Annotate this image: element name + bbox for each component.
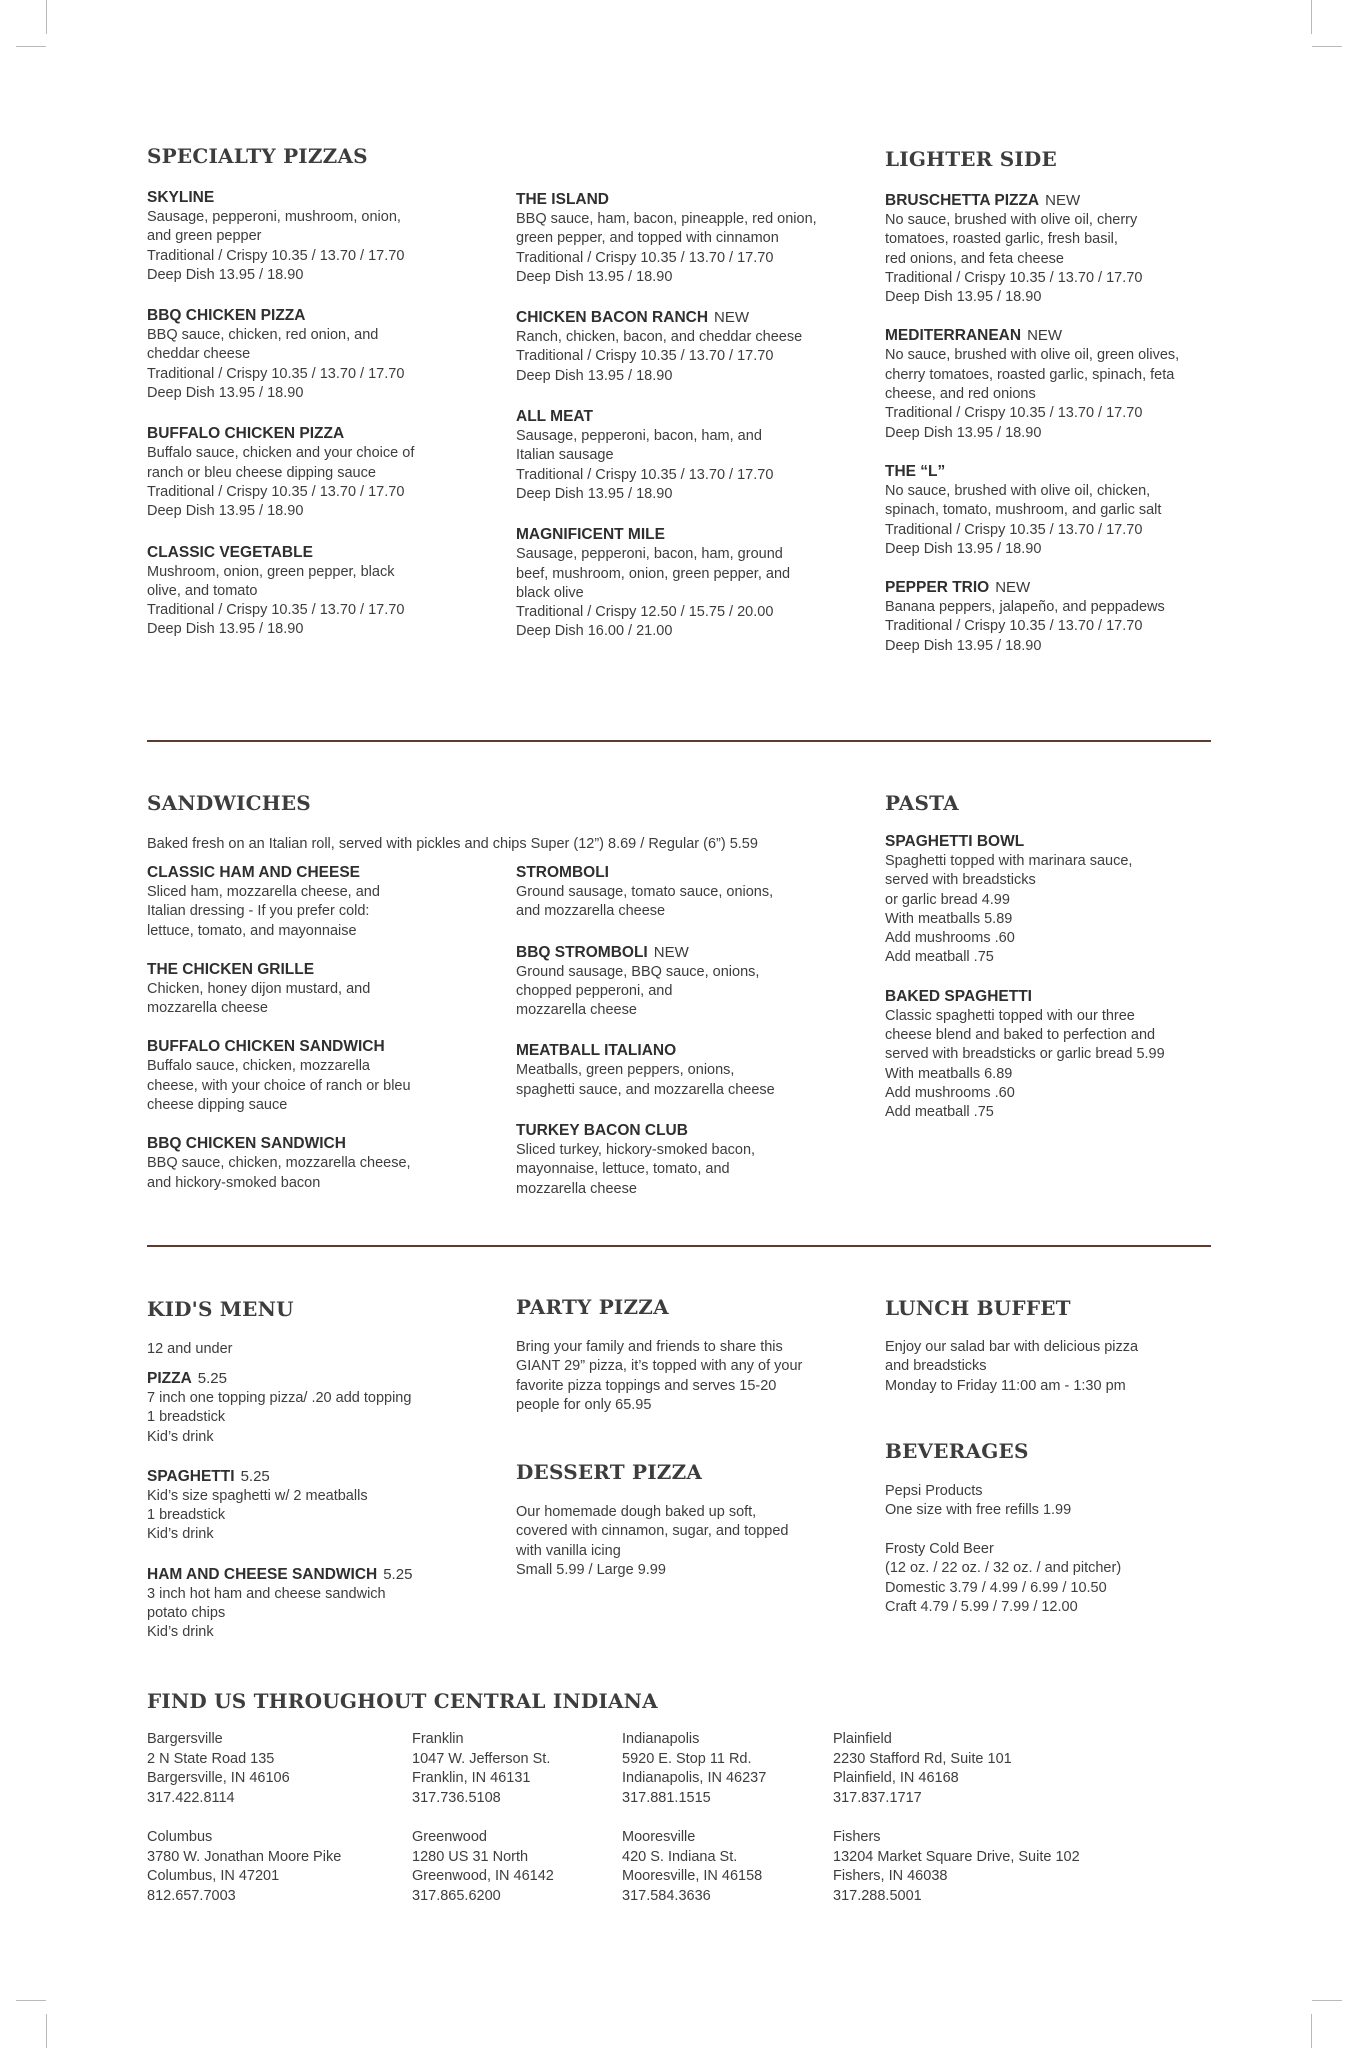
location-line: 317.288.5001: [833, 1887, 922, 1904]
menu-item-line: Deep Dish 13.95 / 18.90: [147, 266, 304, 283]
menu-item-line: Ground sausage, BBQ sauce, onions,: [516, 963, 760, 980]
menu-item-line: Traditional / Crispy 10.35 / 13.70 / 17.70: [147, 602, 405, 619]
location-line: 317.865.6200: [412, 1887, 501, 1904]
sandwiches-intro: Baked fresh on an Italian roll, served with pickles and chips Super (12”) 8.69 / Regular (6”) 5.59: [147, 836, 758, 852]
menu-item-line: spinach, tomato, mushroom, and garlic salt: [885, 502, 1162, 519]
menu-item-name-row: [147, 306, 467, 326]
menu-item-line: Traditional / Crispy 10.35 / 13.70 / 17.70: [147, 247, 405, 264]
location-line: Indianapolis, IN 46237: [622, 1770, 767, 1786]
menu-item-tag: NEW: [1027, 327, 1063, 345]
menu-item-line: Italian dressing - If you prefer cold:: [147, 903, 370, 920]
menu-item: [516, 1121, 846, 1199]
text-line: covered with cinnamon, sugar, and topped: [516, 1523, 789, 1540]
menu-item-line: No sauce, brushed with olive oil, chicken,: [885, 482, 1151, 499]
menu-item-name-row: [147, 543, 467, 563]
location-city: Greenwood: [412, 1829, 487, 1845]
menu-item-line: Mushroom, onion, green pepper, black: [147, 563, 395, 580]
menu-item-name-row: [147, 1134, 477, 1154]
menu-item-name: MAGNIFICENT MILE: [516, 526, 665, 544]
menu-item-name: BBQ CHICKEN SANDWICH: [147, 1135, 346, 1153]
menu-item-line: Deep Dish 13.95 / 18.90: [885, 540, 1042, 557]
location-city: Indianapolis: [622, 1731, 700, 1747]
location-city: Plainfield: [833, 1731, 892, 1747]
menu-item-line: beef, mushroom, onion, green pepper, and: [516, 565, 791, 582]
location-line: Columbus, IN 47201: [147, 1868, 280, 1884]
location-city: Mooresville: [622, 1829, 696, 1845]
menu-item-line: cheese blend and baked to perfection and: [885, 1027, 1156, 1044]
menu-item-line: mozzarella cheese: [147, 1000, 268, 1017]
menu-item: [147, 424, 467, 521]
party-title: PARTY PIZZA: [516, 1295, 669, 1319]
menu-item-name-row: [885, 326, 1215, 346]
menu-item: [516, 943, 846, 1021]
menu-item-line: Sausage, pepperoni, bacon, ham, and: [516, 428, 762, 445]
menu-item-line: olive, and tomato: [147, 582, 258, 599]
text-line: GIANT 29” pizza, it’s topped with any of your: [516, 1358, 803, 1375]
menu-item-name-row: [147, 1369, 477, 1389]
kids-col: [147, 1369, 477, 1643]
menu-item-name: ALL MEAT: [516, 408, 593, 426]
location-line: 812.657.7003: [147, 1887, 236, 1904]
menu-item-line: Traditional / Crispy 10.35 / 13.70 / 17.70: [885, 405, 1143, 422]
menu-item-name-row: [516, 407, 861, 427]
section-divider: [147, 1245, 1211, 1247]
location-line: Plainfield, IN 46168: [833, 1770, 959, 1786]
menu-item-line: lettuce, tomato, and mayonnaise: [147, 922, 357, 939]
location-block: [412, 1730, 612, 1808]
text-line: Enjoy our salad bar with delicious pizza: [885, 1339, 1139, 1355]
menu-item-name-row: [147, 1565, 477, 1585]
location-line: 5920 E. Stop 11 Rd.: [622, 1750, 752, 1767]
party-text: [516, 1338, 856, 1415]
text-line: favorite pizza toppings and serves 15-20: [516, 1377, 777, 1394]
menu-item-line: served with breadsticks: [885, 872, 1036, 889]
menu-item-name: SKYLINE: [147, 189, 215, 206]
location-city: Franklin: [412, 1731, 464, 1747]
menu-item-name-row: [516, 863, 846, 883]
menu-item: [147, 1037, 477, 1115]
location-block: [412, 1828, 612, 1906]
menu-item-line: mozzarella cheese: [516, 1002, 637, 1019]
menu-item-line: No sauce, brushed with olive oil, green olives,: [885, 347, 1180, 364]
location-line: Bargersville, IN 46106: [147, 1770, 290, 1786]
menu-item-line: and mozzarella cheese: [516, 903, 666, 920]
location-line: 317.736.5108: [412, 1789, 501, 1806]
menu-item-line: Spaghetti topped with marinara sauce,: [885, 853, 1133, 869]
text-line: Our homemade dough baked up soft,: [516, 1504, 757, 1520]
menu-item-line: Deep Dish 13.95 / 18.90: [147, 503, 304, 520]
menu-item-name: STROMBOLI: [516, 864, 609, 881]
menu-item-line: Chicken, honey dijon mustard, and: [147, 980, 371, 997]
menu-item-line: Deep Dish 13.95 / 18.90: [885, 289, 1042, 306]
location-line: Greenwood, IN 46142: [412, 1868, 554, 1884]
sandwiches-title: SANDWICHES: [147, 791, 311, 815]
text-line: (12 oz. / 22 oz. / 32 oz. / and pitcher): [885, 1560, 1122, 1577]
location-line: 317.584.3636: [622, 1887, 711, 1904]
menu-item-name: SPAGHETTI BOWL: [885, 833, 1025, 850]
menu-item-name-row: [885, 832, 1215, 852]
pasta-title: PASTA: [885, 791, 959, 815]
menu-item-name: MEDITERRANEAN: [885, 327, 1022, 345]
menu-item-name-row: [147, 960, 477, 980]
menu-item: [516, 1041, 846, 1100]
menu-item-line: No sauce, brushed with olive oil, cherry: [885, 212, 1138, 228]
crop-mark: [1311, 0, 1312, 34]
menu-item-line: 7 inch one topping pizza/ .20 add topping: [147, 1390, 412, 1406]
menu-item: [147, 1369, 477, 1447]
locations-title: FIND US THROUGHOUT CENTRAL INDIANA: [147, 1689, 658, 1713]
menu-item-line: chopped pepperoni, and: [516, 982, 673, 999]
menu-item-line: Ranch, chicken, bacon, and cheddar cheese: [516, 329, 803, 346]
text-line: Pepsi Products: [885, 1483, 983, 1499]
menu-item: [885, 462, 1215, 559]
location-block: [147, 1828, 377, 1906]
menu-item: [516, 863, 846, 922]
menu-item-line: cheese, and red onions: [885, 386, 1036, 403]
menu-item-line: Traditional / Crispy 12.50 / 15.75 / 20.00: [516, 604, 774, 621]
kids-title: KID'S MENU: [147, 1297, 294, 1321]
specialty-title: SPECIALTY PIZZAS: [147, 144, 368, 168]
menu-item-line: Sausage, pepperoni, bacon, ham, ground: [516, 546, 783, 563]
menu-item-line: Italian sausage: [516, 447, 614, 464]
menu-item-line: Deep Dish 13.95 / 18.90: [516, 268, 673, 285]
menu-item: [516, 407, 861, 504]
text-line: people for only 65.95: [516, 1396, 652, 1413]
menu-item-name: BUFFALO CHICKEN PIZZA: [147, 425, 345, 443]
menu-item-name-row: [885, 987, 1215, 1007]
text-line: with vanilla icing: [516, 1542, 621, 1559]
menu-item-line: Meatballs, green peppers, onions,: [516, 1062, 735, 1079]
crop-mark: [1312, 2000, 1342, 2001]
menu-item-line: 1 breadstick: [147, 1409, 226, 1426]
menu-item-name: THE “L”: [885, 462, 946, 480]
text-line: and breadsticks: [885, 1358, 987, 1375]
location-column: [147, 1730, 377, 1906]
location-line: Fishers, IN 46038: [833, 1868, 948, 1884]
menu-item-line: Add mushrooms .60: [885, 1084, 1015, 1101]
menu-item-line: BBQ sauce, chicken, red onion, and: [147, 327, 379, 344]
beverages-beer: [885, 1540, 1215, 1617]
menu-item-line: Sausage, pepperoni, mushroom, onion,: [147, 209, 401, 225]
menu-item-line: Ground sausage, tomato sauce, onions,: [516, 884, 774, 900]
menu-item-name-row: [516, 525, 861, 545]
menu-item-name-row: [147, 188, 467, 208]
menu-item-name-row: [147, 1037, 477, 1057]
menu-item: [147, 543, 467, 640]
menu-item-line: tomatoes, roasted garlic, fresh basil,: [885, 231, 1118, 248]
text-line: One size with free refills 1.99: [885, 1502, 1072, 1519]
location-block: [833, 1828, 1163, 1906]
location-line: 1047 W. Jefferson St.: [412, 1750, 551, 1767]
location-block: [622, 1730, 822, 1808]
menu-item-line: Banana peppers, jalapeño, and peppadews: [885, 599, 1165, 616]
location-column: [412, 1730, 612, 1906]
menu-item-line: and green pepper: [147, 228, 262, 245]
location-line: 3780 W. Jonathan Moore Pike: [147, 1848, 342, 1865]
text-line: Domestic 3.79 / 4.99 / 6.99 / 10.50: [885, 1579, 1107, 1596]
menu-item: [885, 326, 1215, 442]
menu-item-line: Traditional / Crispy 10.35 / 13.70 / 17.70: [885, 618, 1143, 635]
location-block: [622, 1828, 822, 1906]
menu-item: [147, 1565, 477, 1643]
beverages-soda: [885, 1482, 1215, 1521]
menu-item-name-row: [885, 578, 1215, 598]
menu-item-name: SPAGHETTI: [147, 1467, 235, 1485]
location-line: 2230 Stafford Rd, Suite 101: [833, 1750, 1012, 1767]
menu-item: [147, 1134, 477, 1193]
menu-item-name: PIZZA: [147, 1370, 192, 1387]
menu-item: [147, 188, 467, 285]
menu-item-line: ranch or bleu cheese dipping sauce: [147, 464, 376, 481]
specialty-col2: [516, 190, 861, 642]
menu-item: [885, 832, 1215, 968]
menu-item: [516, 308, 861, 386]
menu-item-line: Deep Dish 13.95 / 18.90: [516, 367, 673, 384]
menu-item-name-row: [516, 1121, 846, 1141]
menu-item: [147, 863, 477, 941]
menu-item-name-row: [516, 308, 861, 328]
menu-item-name: BBQ CHICKEN PIZZA: [147, 307, 306, 325]
menu-item-line: Kid’s drink: [147, 1624, 214, 1641]
location-line: 13204 Market Square Drive, Suite 102: [833, 1848, 1080, 1865]
crop-mark: [46, 2014, 47, 2048]
menu-item-line: red onions, and feta cheese: [885, 250, 1064, 267]
crop-mark: [16, 46, 46, 47]
menu-item: [885, 987, 1215, 1123]
lighter-col: [885, 191, 1215, 656]
location-line: 1280 US 31 North: [412, 1848, 529, 1865]
menu-item-line: cheese dipping sauce: [147, 1097, 288, 1114]
menu-item-line: Deep Dish 13.95 / 18.90: [885, 424, 1042, 441]
menu-item-name: CLASSIC VEGETABLE: [147, 543, 313, 561]
menu-item-name: PEPPER TRIO: [885, 579, 990, 597]
menu-item-name-row: [147, 1467, 477, 1487]
menu-item-name-row: [516, 1041, 846, 1061]
beverages-title: BEVERAGES: [885, 1439, 1029, 1463]
menu-item-line: Deep Dish 13.95 / 18.90: [516, 485, 673, 502]
menu-item-line: With meatballs 6.89: [885, 1065, 1013, 1082]
text-line: Frosty Cold Beer: [885, 1541, 994, 1557]
menu-item-line: mozzarella cheese: [516, 1180, 637, 1197]
menu-item-line: Deep Dish 13.95 / 18.90: [147, 621, 304, 638]
menu-item-name: BRUSCHETTA PIZZA: [885, 192, 1040, 209]
crop-mark: [1311, 2014, 1312, 2048]
menu-item-line: Classic spaghetti topped with our three: [885, 1007, 1135, 1024]
menu-item-name: CLASSIC HAM AND CHEESE: [147, 864, 360, 881]
menu-item: [147, 960, 477, 1019]
location-line: Mooresville, IN 46158: [622, 1868, 763, 1884]
text-line: Craft 4.79 / 5.99 / 7.99 / 12.00: [885, 1598, 1078, 1615]
menu-item-line: Traditional / Crispy 10.35 / 13.70 / 17.70: [885, 269, 1143, 286]
menu-item-line: 1 breadstick: [147, 1507, 226, 1524]
menu-item-tag: NEW: [995, 579, 1031, 597]
menu-item-line: Deep Dish 16.00 / 21.00: [516, 623, 673, 640]
menu-item-name: CHICKEN BACON RANCH: [516, 309, 709, 327]
dessert-text: [516, 1503, 856, 1580]
menu-item-tag: 5.25: [383, 1565, 413, 1583]
location-city: Fishers: [833, 1829, 881, 1845]
buffet-title: LUNCH BUFFET: [885, 1296, 1071, 1320]
section-divider: [147, 740, 1211, 742]
sandwiches-col1: [147, 863, 477, 1193]
location-line: 317.881.1515: [622, 1789, 711, 1806]
location-line: 317.837.1717: [833, 1789, 922, 1806]
text-line: Monday to Friday 11:00 am - 1:30 pm: [885, 1377, 1126, 1394]
location-line: 420 S. Indiana St.: [622, 1848, 738, 1865]
menu-item-line: Kid’s drink: [147, 1428, 214, 1445]
sandwiches-col2: [516, 863, 846, 1199]
menu-item-line: or garlic bread 4.99: [885, 891, 1010, 908]
menu-item-line: mayonnaise, lettuce, tomato, and: [516, 1161, 730, 1178]
menu-item-line: Add meatball .75: [885, 1104, 994, 1121]
menu-item-name: MEATBALL ITALIANO: [516, 1042, 677, 1060]
location-block: [147, 1730, 377, 1808]
menu-item-tag: NEW: [714, 309, 750, 327]
pasta-col: [885, 832, 1215, 1123]
menu-item-line: Traditional / Crispy 10.35 / 13.70 / 17.70: [516, 466, 774, 483]
location-column: [833, 1730, 1163, 1906]
kids-intro: 12 and under: [147, 1341, 233, 1357]
menu-item-name: HAM AND CHEESE SANDWICH: [147, 1565, 378, 1583]
location-city: Bargersville: [147, 1731, 223, 1747]
specialty-col1: [147, 188, 467, 640]
menu-item-line: With meatballs 5.89: [885, 910, 1013, 927]
location-city: Columbus: [147, 1829, 213, 1845]
menu-item-name-row: [147, 863, 477, 883]
menu-item-line: Traditional / Crispy 10.35 / 13.70 / 17.70: [516, 249, 774, 266]
menu-item-line: Traditional / Crispy 10.35 / 13.70 / 17.70: [147, 365, 405, 382]
menu-item-line: cheddar cheese: [147, 346, 251, 363]
menu-item-line: cherry tomatoes, roasted garlic, spinach, feta: [885, 366, 1175, 383]
menu-item-line: served with breadsticks or garlic bread 5.99: [885, 1046, 1165, 1063]
crop-mark: [16, 2000, 46, 2001]
menu-item-line: Traditional / Crispy 10.35 / 13.70 / 17.70: [147, 483, 405, 500]
menu-item-name: THE CHICKEN GRILLE: [147, 960, 315, 978]
menu-item-tag: NEW: [653, 943, 689, 961]
menu-item-line: cheese, with your choice of ranch or bleu: [147, 1077, 411, 1094]
text-line: Bring your family and friends to share this: [516, 1339, 783, 1355]
dessert-title: DESSERT PIZZA: [516, 1460, 703, 1484]
menu-item-line: Buffalo sauce, chicken and your choice of: [147, 445, 415, 462]
menu-item-line: Add meatball .75: [885, 949, 994, 966]
crop-mark: [46, 0, 47, 34]
location-line: 2 N State Road 135: [147, 1750, 275, 1767]
menu-item-name: BUFFALO CHICKEN SANDWICH: [147, 1038, 385, 1056]
menu-item-line: Buffalo sauce, chicken, mozzarella: [147, 1058, 370, 1075]
menu-item-name: BBQ STROMBOLI: [516, 943, 648, 961]
menu-item-tag: 5.25: [240, 1467, 270, 1485]
menu-item-line: spaghetti sauce, and mozzarella cheese: [516, 1081, 775, 1098]
menu-item-line: Traditional / Crispy 10.35 / 13.70 / 17.70: [885, 521, 1143, 538]
menu-item-line: and hickory-smoked bacon: [147, 1174, 321, 1191]
menu-item-line: BBQ sauce, chicken, mozzarella cheese,: [147, 1155, 411, 1172]
menu-item-line: Kid’s size spaghetti w/ 2 meatballs: [147, 1487, 368, 1504]
location-column: [622, 1730, 822, 1906]
menu-item-line: Deep Dish 13.95 / 18.90: [147, 385, 304, 402]
menu-item-tag: NEW: [1045, 192, 1081, 209]
menu-item-line: BBQ sauce, ham, bacon, pineapple, red onion,: [516, 211, 817, 227]
buffet-text: [885, 1338, 1215, 1396]
menu-item: [885, 191, 1215, 307]
menu-item-name-row: [516, 943, 846, 963]
menu-item-name-row: [147, 424, 467, 444]
menu-item-name: TURKEY BACON CLUB: [516, 1122, 688, 1140]
menu-item-line: Add mushrooms .60: [885, 930, 1015, 947]
menu-item: [516, 525, 861, 641]
menu-item: [885, 578, 1215, 656]
menu-item-name: BAKED SPAGHETTI: [885, 987, 1032, 1005]
menu-item-name-row: [885, 462, 1215, 482]
menu-item-tag: 5.25: [197, 1370, 227, 1387]
location-block: [833, 1730, 1163, 1808]
menu-item-name-row: [885, 191, 1215, 211]
menu-item: [516, 190, 861, 287]
menu-item-name: THE ISLAND: [516, 191, 609, 208]
menu-item-line: 3 inch hot ham and cheese sandwich: [147, 1585, 386, 1602]
menu-item-line: Traditional / Crispy 10.35 / 13.70 / 17.70: [516, 348, 774, 365]
menu-item-line: potato chips: [147, 1605, 226, 1622]
lighter-title: LIGHTER SIDE: [885, 147, 1057, 171]
crop-mark: [1312, 46, 1342, 47]
menu-item-line: black olive: [516, 584, 584, 601]
location-line: Franklin, IN 46131: [412, 1770, 531, 1786]
location-line: 317.422.8114: [147, 1789, 235, 1806]
menu-item-line: Kid’s drink: [147, 1526, 214, 1543]
menu-item: [147, 1467, 477, 1545]
menu-item-line: Deep Dish 13.95 / 18.90: [885, 637, 1042, 654]
menu-item-line: Sliced turkey, hickory-smoked bacon,: [516, 1142, 756, 1159]
menu-item-line: green pepper, and topped with cinnamon: [516, 230, 779, 247]
text-line: Small 5.99 / Large 9.99: [516, 1561, 666, 1578]
menu-item-name-row: [516, 190, 861, 210]
menu-item: [147, 306, 467, 403]
menu-item-line: Sliced ham, mozzarella cheese, and: [147, 884, 380, 900]
